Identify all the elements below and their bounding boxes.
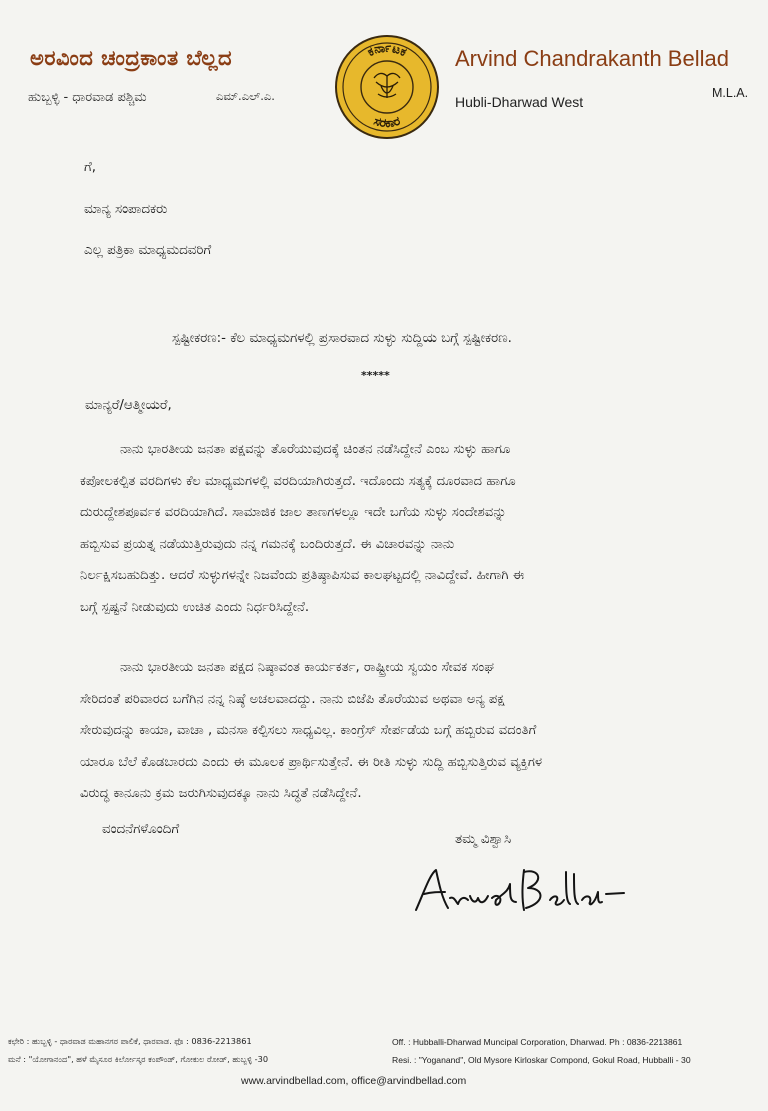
- letterhead-name-english: Arvind Chandrakanth Bellad: [455, 46, 729, 71]
- paragraph-1-line: ನಾನು ಭಾರತೀಯ ಜನತಾ ಪಕ್ಷವನ್ನು ತೊರೆಯುವುದಕ್ಕೆ ಚಿಂತನ ನಡೆಸಿದ್ದೇನೆ ಎಂಬ ಸುಳ್ಳು ಹಾಗೂ: [120, 442, 511, 457]
- paragraph-1-line: ನಿರ್ಲಕ್ಷಿಸಬಹುದಿತ್ತು. ಆದರೆ ಸುಳ್ಳುಗಳನ್ನೇ ನಿಜವೆಂದು ಪ್ರತಿಷ್ಠಾಪಿಸುವ ಕಾಲಘಟ್ಟದಲ್ಲಿ ನಾವಿದ್ದೇವೆ. ಹೀಗಾಗಿ ಈ: [80, 568, 525, 584]
- government-seal-icon: [334, 34, 440, 140]
- footer-website-email[interactable]: www.arvindbellad.com, office@arvindbellad.com: [241, 1075, 467, 1087]
- seal-top-text: ಕರ್ನಾಟಕ: [365, 40, 409, 60]
- paragraph-1-line: ದುರುದ್ದೇಶಪೂರ್ವಕ ವರದಿಯಾಗಿದೆ. ಸಾಮಾಜಿಕ ಜಾಲ ತಾಣಗಳಲ್ಲೂ ಇದೇ ಬಗೆಯ ಸುಳ್ಳು ಸಂದೇಶವನ್ನು: [80, 505, 507, 521]
- letterhead-designation-kannada: ಎಮ್.ಎಲ್.ಎ.: [216, 89, 275, 103]
- letterhead-designation-english: M.L.A.: [712, 86, 749, 100]
- footer-office-kannada: ಕಛೇರಿ : ಹುಬ್ಬಳ್ಳಿ - ಧಾರವಾಡ ಮಹಾನಗರ ಪಾಲಿಕೆ, ಧಾರವಾಡ. ಫೊ : 0836-2213861: [8, 1036, 252, 1046]
- salutation: ಮಾನ್ಯರೆ/ಆತ್ಮೀಯರೆ,: [85, 398, 172, 413]
- letterhead-constituency-english: Hubli-Dharwad West: [455, 94, 584, 110]
- paragraph-1-line: ಹಬ್ಬಿಸುವ ಪ್ರಯತ್ನ ನಡೆಯುತ್ತಿರುವುದು ನನ್ನ ಗಮನಕ್ಕೆ ಬಂದಿರುತ್ತದೆ. ಈ ವಿಚಾರವನ್ನು ನಾನು: [80, 536, 455, 552]
- address-to: ಗೆ,: [84, 160, 97, 175]
- paragraph-1-line: ಬಗ್ಗೆ ಸ್ಪಷ್ಟನೆ ನೀಡುವುದು ಉಚಿತ ಎಂದು ನಿರ್ಧರಿಸಿದ್ದೇನೆ.: [80, 599, 310, 615]
- closing-regards: ವಂದನೆಗಳೊಂದಿಗೆ: [102, 822, 180, 837]
- footer-residence-kannada: ಮನೆ : "ಯೋಗಾನಂದ", ಹಳೆ ಮೈಸೂರ ಕಿರ್ಲೋಸ್ಕರ ಕಂಪೌಂಡ್, ಗೋಕುಲ ರೋಡ್, ಹುಬ್ಬಳ್ಳಿ -30: [8, 1054, 269, 1064]
- seal-bottom-text: ಸರಕಾರ: [372, 113, 402, 131]
- paragraph-2-line: ಸೇರುವುದನ್ನು ಕಾಯಾ, ವಾಚಾ , ಮನಸಾ ಕಲ್ಪಿಸಲು ಸಾಧ್ಯವಿಲ್ಲ. ಕಾಂಗ್ರೆಸ್ ಸೇರ್ಪಡೆಯ ಬಗ್ಗೆ ಹಬ್ಬಿರುವ ವದಂತಿಗೆ: [80, 723, 537, 739]
- paragraph-2-line: ವಿರುದ್ಧ ಕಾನೂನು ಕ್ರಮ ಜರುಗಿಸುವುದಕ್ಕೂ ನಾನು ಸಿದ್ಧತೆ ನಡೆಸಿದ್ದೇನೆ.: [80, 786, 362, 802]
- closing-yours-faithfully: ತಮ್ಮ ವಿಶ್ವಾಸಿ: [455, 832, 512, 847]
- body-paragraph-1: [80, 434, 684, 624]
- footer-office-english: Off. : Hubballi-Dharwad Muncipal Corporation, Dharwad. Ph : 0836-2213861: [392, 1037, 683, 1047]
- body-paragraph-2: [80, 652, 684, 810]
- paragraph-2-line: ನಾನು ಭಾರತೀಯ ಜನತಾ ಪಕ್ಷದ ನಿಷ್ಠಾವಂತ ಕಾರ್ಯಕರ್ತ, ರಾಷ್ಟ್ರೀಯ ಸ್ವಯಂ ಸೇವಕ ಸಂಘ: [120, 660, 495, 675]
- paragraph-2-line: ಸೇರಿದಂತೆ ಪರಿವಾರದ ಬಗೆಗಿನ ನನ್ನ ನಿಷ್ಠೆ ಅಚಲವಾದದ್ದು. ನಾನು ಬಿಜೆಪಿ ತೊರೆಯುವ ಅಥವಾ ಅನ್ಯ ಪಕ್ಷ: [80, 691, 505, 707]
- paragraph-1-line: ಕಪೋಲಕಲ್ಪಿತ ವರದಿಗಳು ಕೆಲ ಮಾಧ್ಯಮಗಳಲ್ಲಿ ವರದಿಯಾಗಿರುತ್ತದೆ. ಇದೊಂದು ಸತ್ಯಕ್ಕೆ ದೂರವಾದ ಹಾಗೂ: [80, 473, 516, 489]
- address-line-editors: ಮಾನ್ಯ ಸಂಪಾದಕರು: [84, 202, 168, 217]
- signature: [412, 862, 627, 922]
- paragraph-2-line: ಯಾರೂ ಬೆಲೆ ಕೊಡಬಾರದು ಎಂದು ಈ ಮೂಲಕ ಪ್ರಾರ್ಥಿಸುತ್ತೇನೆ. ಈ ರೀತಿ ಸುಳ್ಳು ಸುದ್ದಿ ಹಬ್ಬಿಸುತ್ತಿರುವ ವ್ಯಕ್ತಿಗಳ: [80, 754, 543, 770]
- subject-line: ಸ್ಪಷ್ಟೀಕರಣ:- ಕೆಲ ಮಾಧ್ಯಮಗಳಲ್ಲಿ ಪ್ರಸಾರವಾದ ಸುಳ್ಳು ಸುದ್ದಿಯ ಬಗ್ಗೆ ಸ್ಪಷ್ಟೀಕರಣ.: [172, 331, 512, 346]
- separator-stars: *****: [361, 369, 390, 382]
- address-line-media: ಎಲ್ಲ ಪತ್ರಿಕಾ ಮಾಧ್ಯಮದವರಿಗೆ: [84, 243, 212, 258]
- letterhead-constituency-kannada: ಹುಬ್ಬಳ್ಳಿ - ಧಾರವಾಡ ಪಶ್ಚಿಮ: [28, 90, 147, 105]
- signature-name: Arvind Bellad: [412, 862, 419, 863]
- footer-residence-english: Resi. : "Yoganand", Old Mysore Kirloskar Compond, Gokul Road, Hubballi - 30: [392, 1055, 691, 1065]
- letterhead-name-kannada: ಅರವಿಂದ ಚಂದ್ರಕಾಂತ ಬೆಲ್ಲದ: [30, 46, 233, 70]
